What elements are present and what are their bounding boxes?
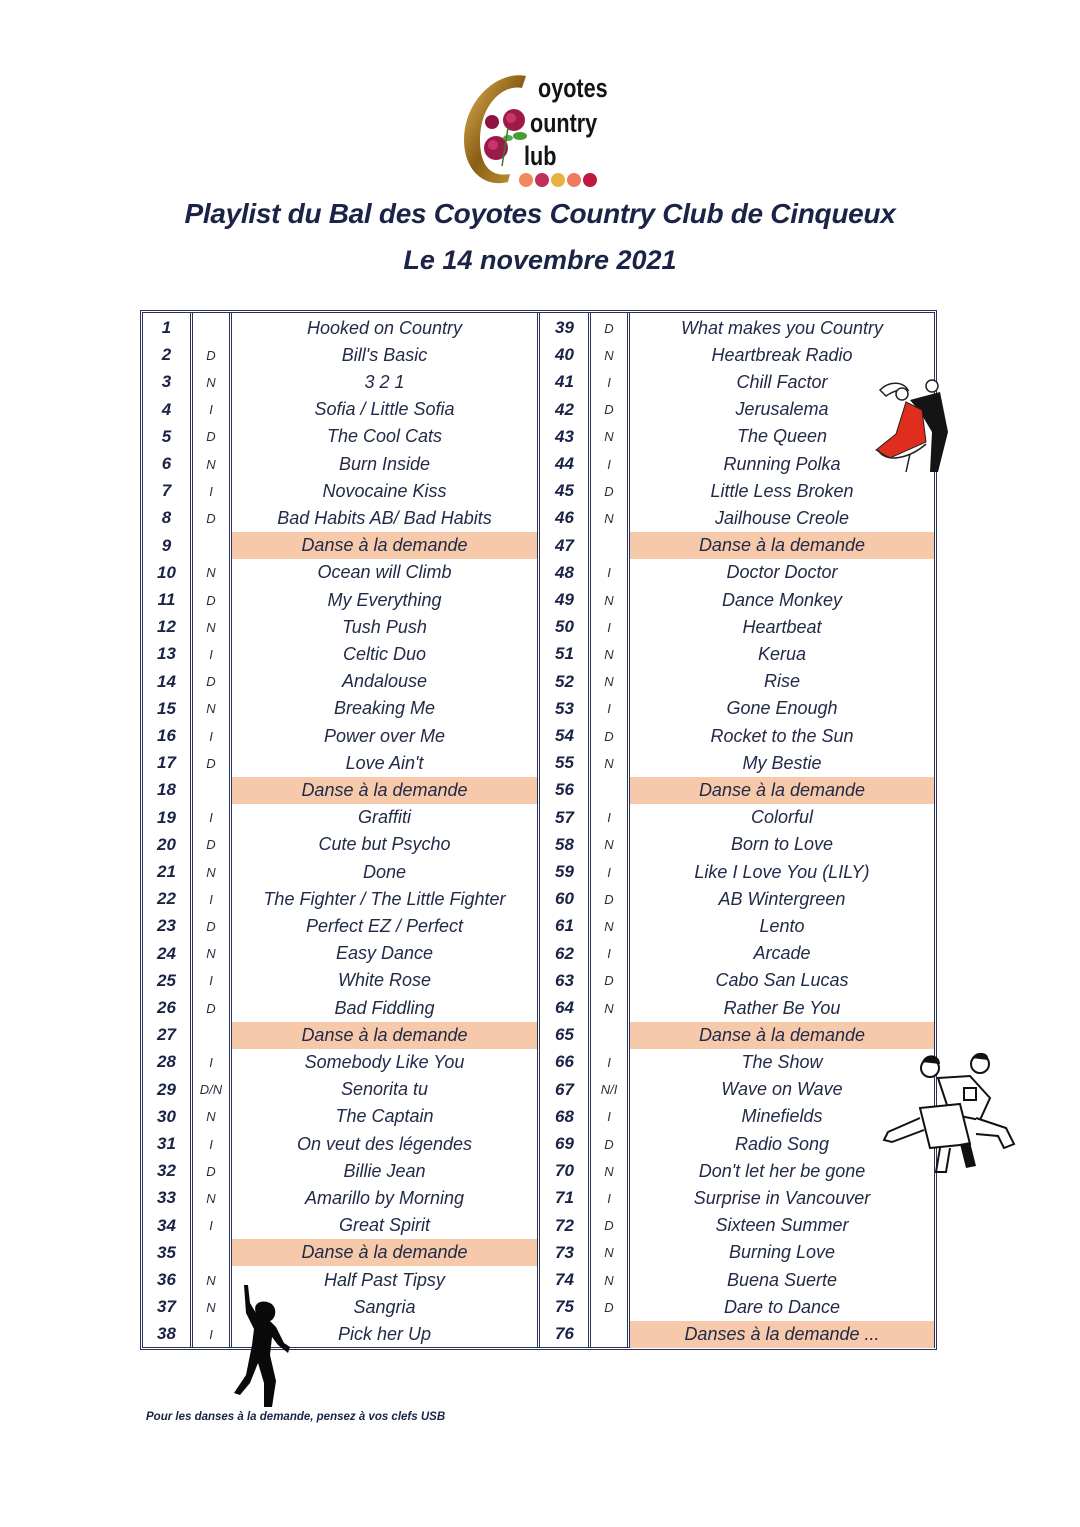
track-number: 45 <box>555 481 574 501</box>
track-number: 25 <box>157 970 176 990</box>
level-code: I <box>209 402 213 418</box>
song-title: 3 2 1 <box>364 371 405 392</box>
request-dance-slot: Danse à la demande <box>232 1239 537 1266</box>
level-code: N <box>604 347 614 363</box>
track-number: 49 <box>555 590 574 610</box>
level-code: N <box>206 565 216 581</box>
track-number: 62 <box>555 943 574 963</box>
track-number: 10 <box>157 562 176 582</box>
track-number: 58 <box>555 834 574 854</box>
level-code: I <box>209 1326 213 1342</box>
song-title: Amarillo by Morning <box>304 1187 465 1208</box>
track-number: 14 <box>157 671 176 691</box>
song-title: Great Spirit <box>338 1215 431 1236</box>
playlist-table <box>140 310 937 1350</box>
level-code: N <box>206 1109 216 1125</box>
song-title: Jailhouse Creole <box>714 507 850 528</box>
track-number: 22 <box>157 889 176 909</box>
song-title: Kerua <box>757 643 807 664</box>
song-title: Don't let her be gone <box>698 1160 866 1181</box>
song-title: Chill Factor <box>736 371 828 392</box>
song-title: Perfect EZ / Perfect <box>305 915 464 936</box>
track-number: 12 <box>157 617 176 637</box>
level-code <box>591 1321 627 1348</box>
song-title: Lento <box>759 915 805 936</box>
track-number: 60 <box>555 889 574 909</box>
song-title: Andalouse <box>341 671 428 692</box>
track-number: 20 <box>157 834 176 854</box>
track-number: 71 <box>555 1188 574 1208</box>
track-number: 6 <box>161 454 172 474</box>
level-code: D/N <box>199 1082 223 1098</box>
track-number: 26 <box>157 998 176 1018</box>
song-title: Like I Love You (LILY) <box>694 861 870 882</box>
track-number: 39 <box>555 318 574 338</box>
song-title: The Fighter / The Little Fighter <box>263 888 506 909</box>
track-number: 18 <box>157 780 176 800</box>
track-number: 31 <box>157 1134 176 1154</box>
song-title: Love Ain't <box>345 752 424 773</box>
song-title: Bad Habits AB/ Bad Habits <box>277 507 492 528</box>
level-code <box>591 1022 627 1049</box>
track-number: 19 <box>157 807 176 827</box>
track-number: 11 <box>157 590 176 610</box>
level-code <box>193 1022 229 1049</box>
track-number: 64 <box>555 998 574 1018</box>
track-number: 53 <box>555 698 574 718</box>
level-code: N <box>206 619 216 635</box>
level-code: D <box>206 429 216 445</box>
song-title: Rather Be You <box>723 997 841 1018</box>
song-title: Colorful <box>750 807 814 828</box>
song-title: The Show <box>741 1051 823 1072</box>
level-code <box>193 777 229 804</box>
track-number: 1 <box>161 318 172 338</box>
song-title: Little Less Broken <box>710 480 854 501</box>
track-number: 47 <box>555 535 574 555</box>
level-code: N <box>206 456 216 472</box>
level-code: N <box>206 1190 216 1206</box>
track-number: 66 <box>555 1052 574 1072</box>
track-number: 63 <box>555 970 574 990</box>
track-number: 8 <box>161 508 172 528</box>
song-title: Rise <box>763 671 800 692</box>
small-roses-icon <box>518 170 602 190</box>
level-code: N <box>604 674 614 690</box>
level-code: I <box>607 864 611 880</box>
song-title: Radio Song <box>734 1133 830 1154</box>
track-number: 51 <box>555 644 574 664</box>
song-title: Sixteen Summer <box>715 1215 849 1236</box>
request-dance-slot: Danse à la demande <box>630 532 934 559</box>
track-number: 67 <box>555 1079 574 1099</box>
track-number: 17 <box>157 753 176 773</box>
level-code: D <box>206 1000 216 1016</box>
track-number: 52 <box>555 671 574 691</box>
track-number: 61 <box>555 916 574 936</box>
level-code: D <box>206 755 216 771</box>
song-title: The Captain <box>335 1106 434 1127</box>
level-code: D <box>206 592 216 608</box>
track-number: 56 <box>555 780 574 800</box>
track-number: 74 <box>555 1270 574 1290</box>
track-number: 13 <box>157 644 176 664</box>
track-number: 36 <box>157 1270 176 1290</box>
song-title: Surprise in Vancouver <box>693 1187 871 1208</box>
level-code: N <box>604 1272 614 1288</box>
track-number: 44 <box>555 454 574 474</box>
track-number: 40 <box>555 345 574 365</box>
song-title: Done <box>362 861 407 882</box>
track-number: 55 <box>555 753 574 773</box>
level-code: I <box>209 1054 213 1070</box>
song-title: Novocaine Kiss <box>322 480 447 501</box>
level-code: D <box>604 402 614 418</box>
level-code: D <box>206 1163 216 1179</box>
level-code: I <box>607 1190 611 1206</box>
track-number: 69 <box>555 1134 574 1154</box>
ballroom-dancers-icon <box>870 372 956 482</box>
track-number: 46 <box>555 508 574 528</box>
track-number: 27 <box>157 1025 176 1045</box>
song-title: Cabo San Lucas <box>715 970 849 991</box>
level-code: D <box>604 483 614 499</box>
track-number: 59 <box>555 862 574 882</box>
level-code: I <box>607 565 611 581</box>
event-date: Le 14 novembre 2021 <box>403 245 677 275</box>
song-title: Celtic Duo <box>342 643 427 664</box>
level-code: N <box>604 918 614 934</box>
level-code: I <box>209 1218 213 1234</box>
track-number: 76 <box>555 1324 574 1344</box>
song-title: Running Polka <box>723 453 841 474</box>
level-code: I <box>209 810 213 826</box>
level-code: D <box>206 918 216 934</box>
level-code: N <box>206 701 216 717</box>
level-code: D <box>604 1299 614 1315</box>
track-number: 70 <box>555 1161 574 1181</box>
song-title: My Bestie <box>742 752 822 773</box>
song-title: Easy Dance <box>335 943 434 964</box>
song-title: Burn Inside <box>338 453 431 474</box>
level-code: D <box>604 1218 614 1234</box>
level-code: N <box>206 1272 216 1288</box>
track-number: 4 <box>161 399 172 419</box>
song-title: Senorita tu <box>340 1079 429 1100</box>
track-number: 43 <box>555 426 574 446</box>
song-title: Doctor Doctor <box>726 562 838 583</box>
song-title: Dare to Dance <box>723 1296 841 1317</box>
song-title: Billie Jean <box>343 1160 426 1181</box>
level-code: N <box>604 592 614 608</box>
request-dance-slot: Danse à la demande <box>232 1022 537 1049</box>
request-dance-slot: Danse à la demande <box>232 777 537 804</box>
song-title: Bill's Basic <box>341 344 428 365</box>
song-title: Power over Me <box>323 725 446 746</box>
level-code: I <box>607 1054 611 1070</box>
column-divider <box>537 313 540 1347</box>
request-dance-slot: Danse à la demande <box>630 777 934 804</box>
level-code: I <box>607 946 611 962</box>
track-number: 30 <box>157 1106 176 1126</box>
track-number: 21 <box>157 862 176 882</box>
level-code: I <box>607 701 611 717</box>
track-number: 41 <box>555 372 574 392</box>
level-code: N <box>604 1245 614 1261</box>
track-number: 72 <box>555 1215 574 1235</box>
track-number: 34 <box>157 1215 176 1235</box>
track-number: 37 <box>157 1297 176 1317</box>
track-number: 9 <box>161 535 172 555</box>
level-code: D <box>206 347 216 363</box>
level-code <box>193 315 229 342</box>
track-number: 73 <box>555 1242 574 1262</box>
song-title: Half Past Tipsy <box>324 1269 445 1290</box>
level-code: I <box>607 1109 611 1125</box>
song-title: Arcade <box>753 943 811 964</box>
song-title: Sofia / Little Sofia <box>314 399 455 420</box>
song-title: The Cool Cats <box>326 426 443 447</box>
song-title: My Everything <box>327 589 442 610</box>
level-code: N <box>604 429 614 445</box>
logo-word-country: ountry <box>530 108 598 138</box>
level-code: I <box>607 619 611 635</box>
level-code: I <box>607 374 611 390</box>
level-code: N/I <box>600 1082 618 1098</box>
song-title: Hooked on Country <box>306 317 463 338</box>
level-code: I <box>209 646 213 662</box>
level-code: N <box>604 755 614 771</box>
song-title: Somebody Like You <box>304 1051 465 1072</box>
track-number: 23 <box>157 916 176 936</box>
level-code: D <box>206 510 216 526</box>
jive-dancers-icon <box>880 1048 1020 1178</box>
disco-dancer-silhouette-icon <box>232 1283 294 1408</box>
song-title: Graffiti <box>357 807 411 828</box>
track-number: 16 <box>157 726 176 746</box>
song-title: What makes you Country <box>680 317 884 338</box>
level-code <box>591 777 627 804</box>
song-title: Buena Suerte <box>726 1269 838 1290</box>
level-code: N <box>604 646 614 662</box>
track-number: 65 <box>555 1025 574 1045</box>
song-title: Sangria <box>353 1296 416 1317</box>
song-title: Cute but Psycho <box>318 834 451 855</box>
page-title: Playlist du Bal des Coyotes Country Club de Cinqueux <box>184 198 896 229</box>
track-number: 15 <box>157 698 176 718</box>
track-number: 57 <box>555 807 574 827</box>
request-dance-slot: Danse à la demande <box>630 1022 934 1049</box>
song-title: Ocean will Climb <box>317 562 452 583</box>
level-code <box>193 532 229 559</box>
level-code: N <box>206 374 216 390</box>
level-code: D <box>206 837 216 853</box>
song-title: Jerusalema <box>735 399 829 420</box>
level-code: N <box>206 864 216 880</box>
level-code: I <box>209 891 213 907</box>
track-number: 42 <box>555 399 574 419</box>
song-title: Pick her Up <box>337 1323 432 1344</box>
level-code: D <box>604 973 614 989</box>
level-code: I <box>607 810 611 826</box>
logo-word-club: lub <box>524 141 557 171</box>
level-code: I <box>209 483 213 499</box>
song-title: The Queen <box>736 426 828 447</box>
level-code: N <box>604 837 614 853</box>
track-number: 35 <box>157 1242 176 1262</box>
track-number: 24 <box>157 943 176 963</box>
song-title: Heartbeat <box>742 616 822 637</box>
song-title: Gone Enough <box>726 698 838 719</box>
song-title: Born to Love <box>730 834 834 855</box>
track-number: 3 <box>161 372 172 392</box>
track-number: 33 <box>157 1188 176 1208</box>
level-code: N <box>206 1299 216 1315</box>
song-title: White Rose <box>337 970 432 991</box>
track-number: 48 <box>555 562 574 582</box>
request-dance-slot: Danse à la demande <box>232 532 537 559</box>
footer-note: Pour les danses à la demande, pensez à vos clefs USB <box>146 1411 446 1423</box>
level-code: D <box>604 1136 614 1152</box>
track-number: 54 <box>555 726 574 746</box>
level-code: I <box>209 1136 213 1152</box>
level-code: D <box>206 674 216 690</box>
level-code: N <box>604 510 614 526</box>
level-code: N <box>604 1000 614 1016</box>
track-number: 2 <box>161 345 172 365</box>
song-title: Heartbreak Radio <box>711 344 853 365</box>
song-title: Minefields <box>741 1106 823 1127</box>
track-number: 5 <box>161 426 172 446</box>
request-dance-slot: Danses à la demande ... <box>630 1321 934 1348</box>
track-number: 7 <box>161 481 172 501</box>
song-title: Burning Love <box>728 1242 836 1263</box>
level-code: D <box>604 320 614 336</box>
song-title: AB Wintergreen <box>718 888 846 909</box>
level-code: I <box>209 973 213 989</box>
song-title: Breaking Me <box>333 698 436 719</box>
track-number: 28 <box>157 1052 176 1072</box>
level-code: N <box>604 1163 614 1179</box>
level-code: I <box>607 456 611 472</box>
song-title: Dance Monkey <box>721 589 843 610</box>
level-code: I <box>209 728 213 744</box>
song-title: On veut des légendes <box>296 1133 473 1154</box>
club-logo <box>458 70 618 192</box>
track-number: 38 <box>157 1324 176 1344</box>
level-code <box>193 1239 229 1266</box>
track-number: 68 <box>555 1106 574 1126</box>
level-code: D <box>604 728 614 744</box>
level-code: N <box>206 946 216 962</box>
level-code: D <box>604 891 614 907</box>
track-number: 75 <box>555 1297 574 1317</box>
song-title: Rocket to the Sun <box>710 725 854 746</box>
song-title: Bad Fiddling <box>334 997 435 1018</box>
song-title: Tush Push <box>342 616 427 637</box>
track-number: 29 <box>157 1079 176 1099</box>
level-code <box>591 532 627 559</box>
song-title: Wave on Wave <box>721 1079 843 1100</box>
track-number: 50 <box>555 617 574 637</box>
track-number: 32 <box>157 1161 176 1181</box>
logo-word-coyotes: oyotes <box>538 73 608 103</box>
